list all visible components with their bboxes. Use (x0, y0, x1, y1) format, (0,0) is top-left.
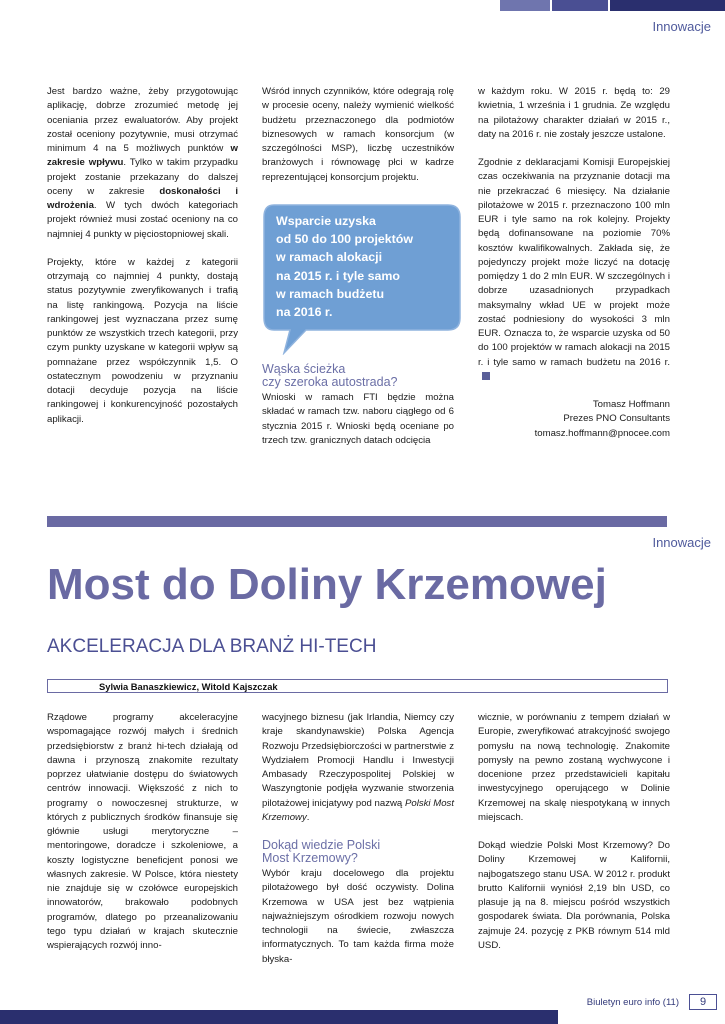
article-column-3 (478, 711, 670, 953)
article-authors: Sylwia Banaszkiewicz, Witold Kajszczak (99, 681, 278, 692)
article-column-1 (47, 711, 238, 953)
article-col2-paragraph-2: Wybór kraju docelowego dla projektu pilotażowego był dość oczywisty. Dolina Krzemowa w USA jest bez wątpienia najważniejszym ośrodkiem rozwoju nowych technologii na świecie, zwłaszcza informatycznych. To tam każda firma może błyska- (262, 868, 454, 965)
top-article-column-2-lower (262, 363, 454, 448)
quote-text: Wsparcie uzyska od 50 do 100 projektów w ramach alokacji na 2015 r. i tyle samo w ramach budżetu na 2016 r. (276, 214, 414, 320)
top-col3-paragraph-2: Zgodnie z deklaracjami Komisji Europejskiej czas oczekiwania na przyznanie dotacji ma nie przekraczać 6 miesięcy. Na działanie pilotażowe w 2015 r. przeznaczono 100 mln EUR i tyle samo na rok kolejny. Projekty będą dofinansowane na poziomie 70% kosztów kwalifikowalnych. Zakłada się, że pojedynczy projekt może liczyć na dotację pomiędzy 1 do 2 mln EUR. W szczególnych i dobrze uzasadnionych przypadkach maksymalny wkład UE w projekt może zostać podniesiony do wysokości 3 mln EUR. Oznacza to, że wsparcie uzyska od 50 do 100 projektów w ramach alokacji na 2015 r. i tyle samo w ramach budżetu na 2016 r. (478, 156, 670, 384)
top-article-column-1 (47, 85, 238, 427)
end-of-article-mark (482, 372, 490, 380)
section-divider-bar (47, 516, 667, 527)
article-col2-paragraph-1: wacyjnego biznesu (jak Irlandia, Niemcy czy kraje skandynawskie) Polska Agencja Rozwoju Przedsiębiorczości w partnerstwie z Wydziałem Promocji Handlu i Inwestycji Ambasady Rzeczypospolitej Polskiej w Waszyngtonie podjęła wyzwanie stworzenia pilotażowej inicjatywy pod nazwą Polski Most Krzemowy. (262, 712, 455, 823)
author-name: Tomasz Hoffmann (592, 399, 670, 410)
top-col3-paragraph-1: w każdym roku. W 2015 r. będą to: 29 kwietnia, 1 września i 1 grudnia. Ze względu na pilotażowy charakter działań w 2015 r., daty na 2016 r. nie zostały jeszcze ustalone. (478, 86, 670, 140)
article-column-2 (262, 711, 454, 967)
author-role: Prezes PNO Consultants (563, 413, 670, 425)
top-article-column-3 (478, 85, 670, 441)
top-col1-paragraph-1: Jest bardzo ważne, żeby przygotowując aplikację, dobrze zrozumieć metodę jej oceniania przez ewaluatorów. Aby projekt został oceniony pozytywnie, musi otrzymać minimum 4 na 5 możliwych punktów w zakresie wpływu. Tylko w takim przypadku projekt zostanie przekazany do dalszej oceny w zakresie doskonałości i wdrożenia. W tych dwóch kategoriach projekt również musi zostać oceniony na co najmniej 4 punkty w pięciostopniowej skali. (47, 86, 238, 240)
top-col2-paragraph-1: Wśród innych czynników, które odegrają rolę w procesie oceny, należy wymienić wielkość budżetu przeznaczonego dla podmiotów biznesowych w ramach konsorcjum (w szczególności MSP), liczbę uczestników branżowych i równowagę płci w kadrze reprezentującej konsorcjum projektu. (262, 86, 454, 183)
article-subhead: Dokąd wiedzie Polski Most Krzemowy? (262, 838, 381, 865)
author-signature (478, 398, 670, 441)
article-title: Most do Doliny Krzemowej (47, 560, 607, 609)
author-email[interactable]: tomasz.hoffmann@pnocee.com (534, 427, 670, 439)
header-bar-dark (610, 0, 725, 11)
top-subhead: Wąska ścieżka czy szeroka autostrada? (262, 362, 398, 389)
footer-label: Biuletyn euro info (11) (586, 997, 679, 1008)
section-tag-article: Innowacje (652, 535, 711, 550)
section-tag-top: Innowacje (652, 19, 711, 34)
article-col3-paragraph-1: wicznie, w porównaniu z tempem działań w Europie, zweryfikować atrakcyjność swojego pomysłu na nową technologię. Znakomite pomysły na pewno zostaną wychwycone i docenione przez przedstawicieli kapitału inwestycyjnego operującego w Dolinie Krzemowej na skalę niespotykaną w innych miejscach. (478, 712, 670, 823)
page-number: 9 (689, 994, 717, 1010)
top-article-column-2 (262, 85, 454, 185)
top-col2-paragraph-2: Wnioski w ramach FTI będzie można składać w ramach tzw. naboru ciągłego od 6 stycznia 2015 r. Wnioski będą oceniane po trzech tzw. granicznych datach odcięcia (262, 392, 454, 446)
footer-bar (0, 1010, 558, 1024)
article-col1-paragraph: Rządowe programy akceleracyjne wspomagające rozwój małych i średnich przedsiębiorstw z branż hi-tech działają od dawna i przynoszą znakomite rezultaty poprzez ułatwianie dostępu do światowych centrów innowacji. Większość z nich to programy o nowoczesnej strukturze, w których z publicznych środków finansuje się głównie usługi merytoryczne – mentoringowe, doradcze i szkoleniowe, a koszty logistyczne beneficjent ponosi we własnych zakresie. W Polsce, która niestety nie znajduje się w czołówce europejskich innowatorów, brakowało podobnych programów, dlatego po przeanalizowaniu tego typu działań w krajach skutecznie wspierających rozwój inno- (47, 712, 238, 951)
header-bar-mid (552, 0, 608, 11)
article-subtitle: AKCELERACJA DLA BRANŻ HI-TECH (47, 636, 377, 657)
article-col3-paragraph-2: Dokąd wiedzie Polski Most Krzemowy? Do Doliny Krzemowej w Kalifornii, najbogatszego stanu USA. W 2012 r. produkt brutto Kalifornii wyniósł 2,19 bln USD, co plasuje ją na 8. miejscu pośród wszystkich gospodarek świata. Dla porównania, Polska zajmuje 24. pozycję z PKB równym 514 mld USD. (478, 840, 670, 951)
quote-bubble (262, 203, 462, 355)
top-col1-paragraph-2: Projekty, które w każdej z kategorii otrzymają co najmniej 4 punkty, dostają status pozytywnie zweryfikowanych i trafią na listę rankingową. Pozycja na liście rankingowej jest wyznaczana przez sumę punktów ze wszystkich trzech kategorii, przy czym punkty uzyskane w kategorii wpływ są pomnażane przez współczynnik 1,5. O ostatecznym powodzeniu w przyznaniu dotacji decyduje pozycja na liście rankingowej i konkurencyjność pozostałych aplikacji. (47, 256, 238, 425)
header-bar-light (500, 0, 550, 11)
